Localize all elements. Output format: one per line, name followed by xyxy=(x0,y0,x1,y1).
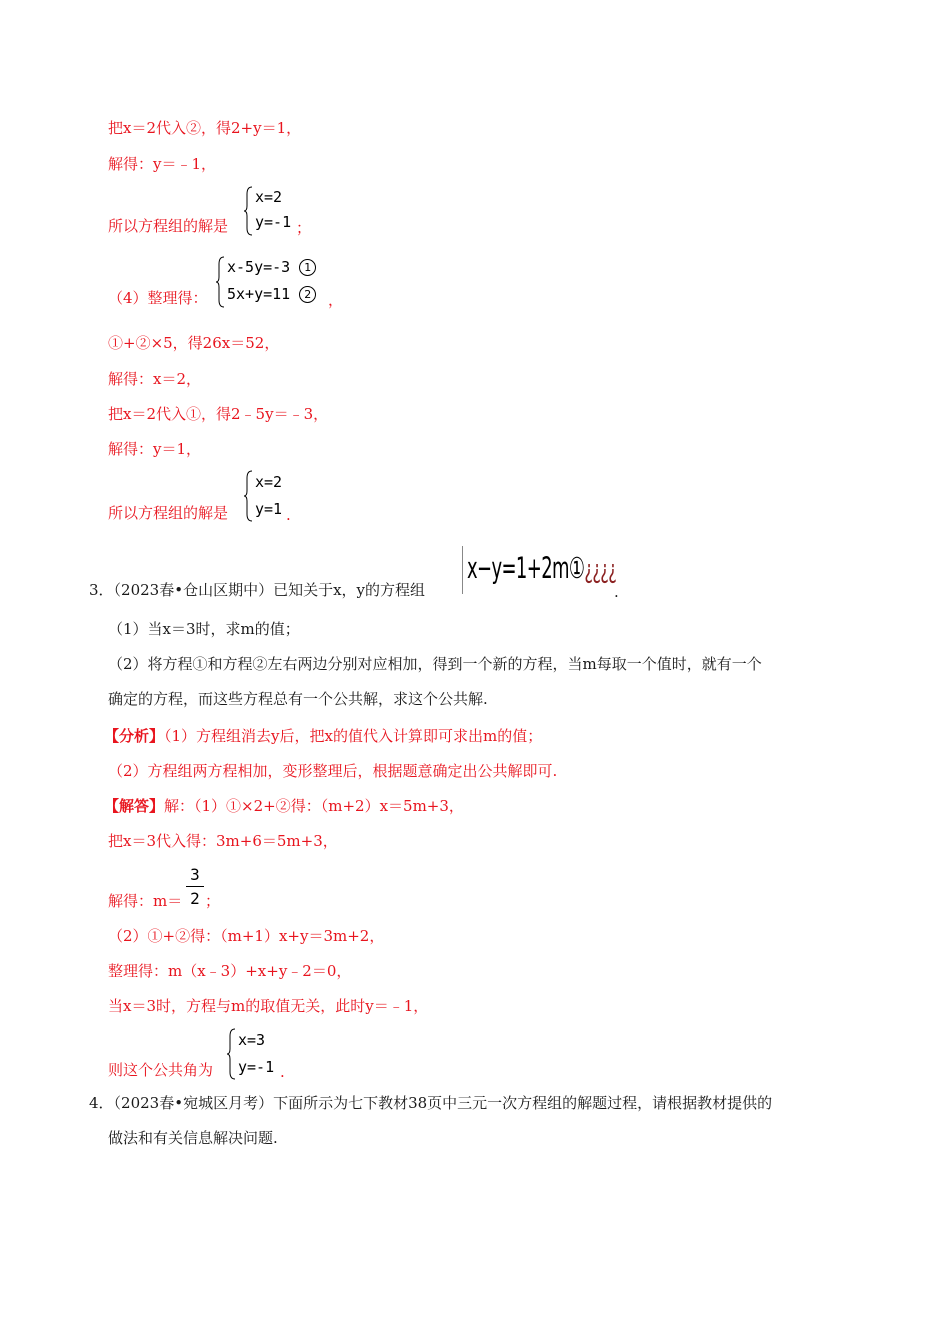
analysis: 【分析】（1）方程组消去y后，把x的值代入计算即可求出m的值； xyxy=(104,727,543,745)
brace-icon xyxy=(243,470,253,522)
garbled-equation-system: x−y=1+2m①¿¿¿¿ xyxy=(467,551,617,585)
question-3-stem: 3．（2023春•仓山区期中）已知关于x，y的方程组 xyxy=(89,581,426,599)
system-row: 5x+y=11 2 xyxy=(227,285,316,303)
equation-system xyxy=(226,1028,286,1080)
fraction-numerator: 3 xyxy=(190,865,200,884)
question-part-2-cont: 确定的方程，而这些方程总有一个公共解，求这个公共解. xyxy=(108,690,488,708)
fraction-denominator: 2 xyxy=(190,889,200,908)
solution-line: ①+②×5，得26x＝52， xyxy=(108,334,280,352)
question-number: 3． xyxy=(89,581,114,599)
solution-line: 把x＝2代入①，得2﹣5y＝﹣3， xyxy=(108,405,329,423)
answer-line: 解得：m＝ xyxy=(108,892,183,910)
punct: . xyxy=(614,583,619,601)
answer-label: 【解答】 xyxy=(104,797,165,815)
system-row: x=2 xyxy=(255,473,283,491)
answer-line: （2）①+②得：（m+1）x+y＝3m+2， xyxy=(108,927,385,945)
system-row: x-5y=-3 1 xyxy=(227,258,316,276)
punct: . xyxy=(286,506,291,524)
brace-icon xyxy=(243,186,253,236)
question-4-cont: 做法和有关信息解决问题. xyxy=(108,1129,278,1147)
question-number: 4． xyxy=(89,1094,114,1112)
solution-line: 解得：y＝1， xyxy=(108,440,202,458)
answer: 【解答】解：（1）①×2+②得：（m+2）x＝5m+3， xyxy=(104,797,464,815)
punct: ； xyxy=(205,892,221,910)
solution-line: （4）整理得： xyxy=(108,289,208,307)
solution-line: 所以方程组的解是 xyxy=(108,504,229,522)
equation-system xyxy=(215,256,345,308)
answer-line: 当x＝3时，方程与m的取值无关，此时y＝﹣1， xyxy=(108,997,429,1015)
question-part-1: （1）当x＝3时，求m的值； xyxy=(108,620,300,638)
question-source: （2023春•仓山区期中） xyxy=(113,581,274,599)
system-row: y=-1 xyxy=(255,213,292,231)
system-row: x=2 xyxy=(255,188,283,206)
system-row: y=-1 xyxy=(238,1058,275,1076)
equation-system xyxy=(243,470,303,522)
brace-icon xyxy=(226,1028,236,1080)
solution-line: 所以方程组的解是 xyxy=(108,217,229,235)
punct: ； xyxy=(296,219,312,237)
analysis-line: （2）方程组两方程相加，变形整理后，根据题意确定出公共解即可. xyxy=(108,762,558,780)
system-row: y=1 xyxy=(255,500,283,518)
solution-line: 解得：y＝﹣1， xyxy=(108,155,217,173)
brace-icon xyxy=(215,256,225,308)
answer-line: 则这个公共角为 xyxy=(108,1061,214,1079)
analysis-label: 【分析】 xyxy=(104,727,165,745)
question-source: （2023春•宛城区月考） xyxy=(113,1094,274,1112)
solution-line: 把x＝2代入②，得2+y＝1， xyxy=(108,119,302,137)
brace-line xyxy=(462,546,465,594)
answer-line: 整理得：m（x﹣3）+x+y﹣2＝0， xyxy=(108,962,352,980)
fraction xyxy=(186,865,204,908)
solution-line: 解得：x＝2， xyxy=(108,370,202,388)
equation-system xyxy=(243,186,303,236)
system-row: x=3 xyxy=(238,1031,266,1049)
question-4-stem: 4．（2023春•宛城区月考）下面所示为七下教材38页中三元一次方程组的解题过程，请根据教材提供的 xyxy=(89,1094,773,1112)
answer-line: 把x＝3代入得：3m+6＝5m+3， xyxy=(108,832,338,850)
question-part-2: （2）将方程①和方程②左右两边分别对应相加，得到一个新的方程，当m每取一个值时，就有一个 xyxy=(108,655,762,673)
punct: . xyxy=(280,1063,285,1081)
punct: ， xyxy=(328,291,344,309)
